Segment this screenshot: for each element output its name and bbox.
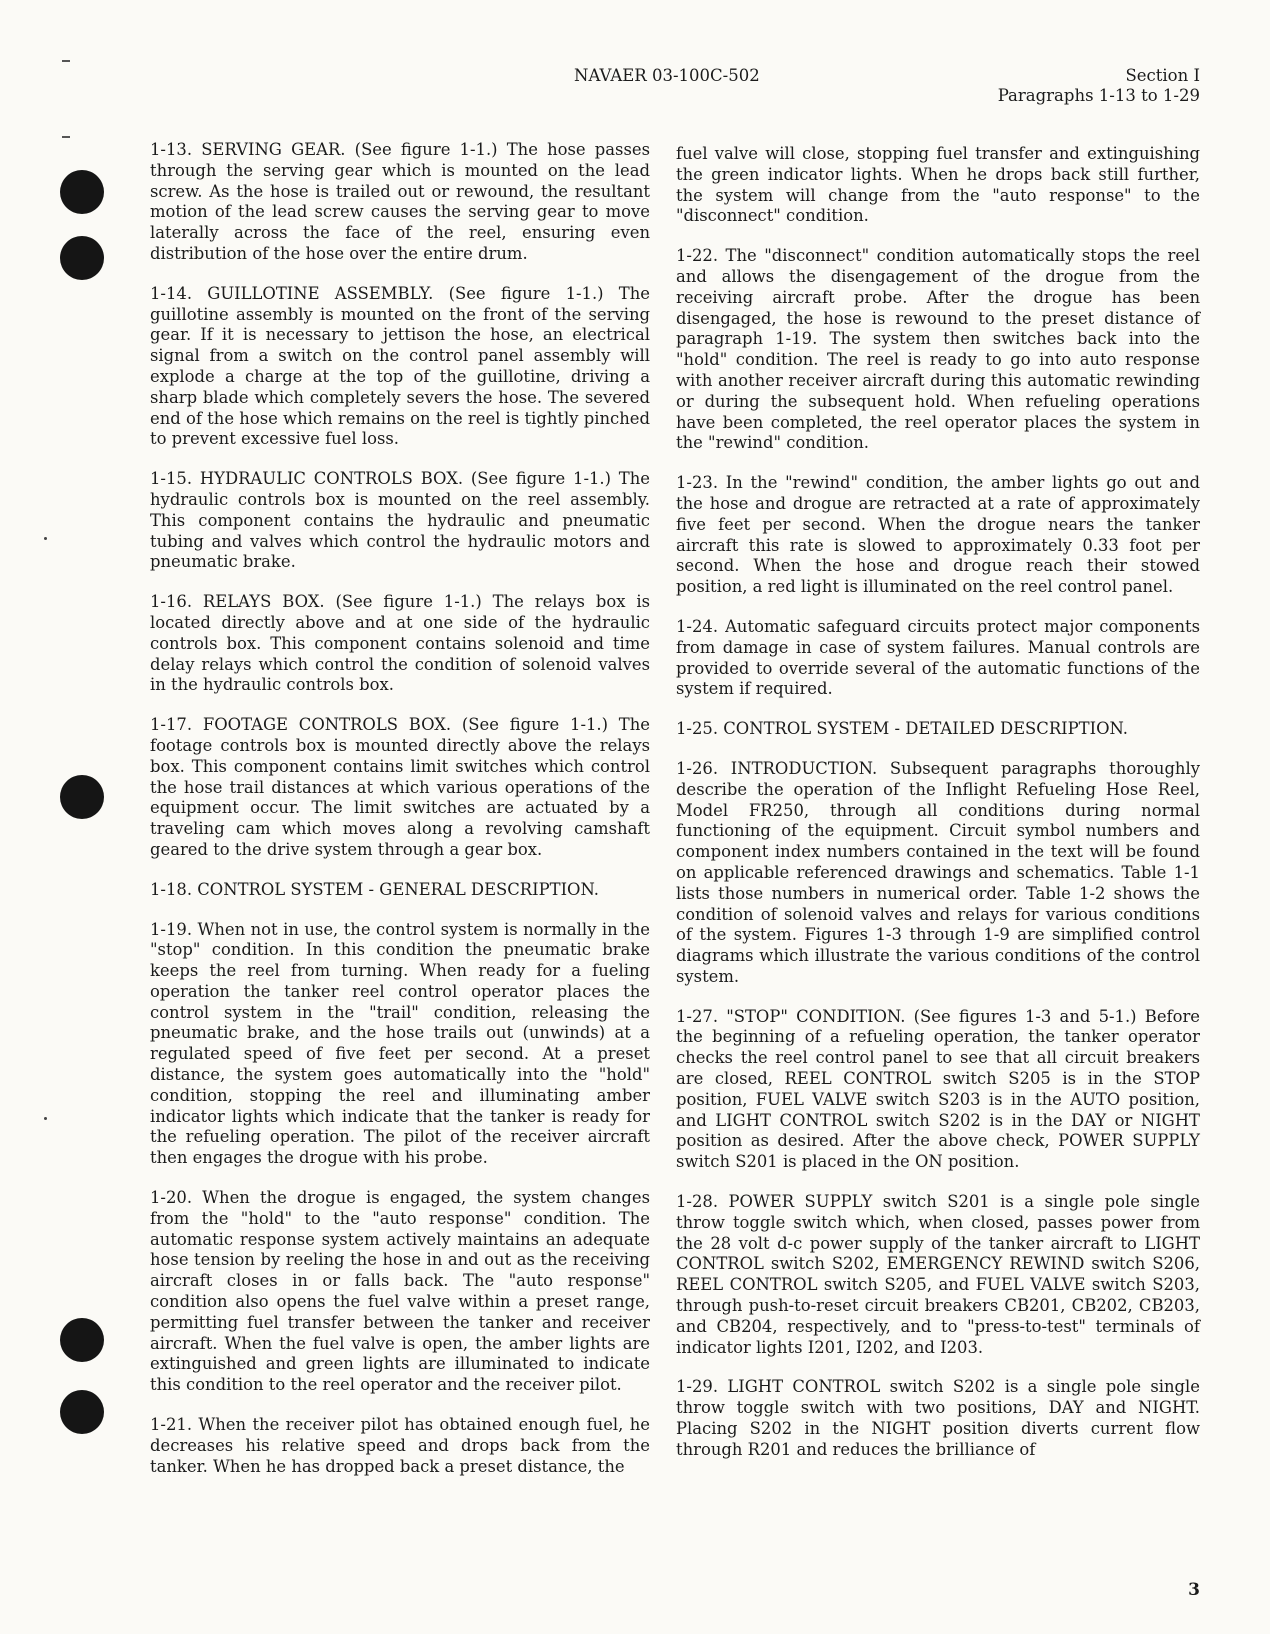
paragraph: 1-26. INTRODUCTION. Subsequent paragraphs thoroughly describe the operation of the Inflight Refueling Hose Reel, Model FR250, through all conditions during normal functioning of the equipment. Circuit symbol numbers and component index numbers contained in the text will be found on applicable referenced drawings and schematics. Table 1-1 lists those numbers in numerical order. Table 1-2 shows the condition of solenoid valves and relays for various conditions of the system. Figures 1-3 through 1-9 are simplified control diagrams which illustrate the various conditions of the control system. [676, 758, 1200, 986]
paragraph-range: Paragraphs 1-13 to 1-29 [997, 86, 1200, 105]
page-number: 3 [1188, 1580, 1200, 1600]
paragraph: 1-24. Automatic safeguard circuits protect major components from damage in case of system failures. Manual controls are provided to override several of the automatic functions of the system if required. [676, 616, 1200, 699]
paragraph-continued: fuel valve will close, stopping fuel transfer and extinguishing the green indicator lights. When he drops back still further, the system will change from the "auto response" to the "disconnect" condition. [676, 144, 1200, 226]
section-heading: 1-25. CONTROL SYSTEM - DETAILED DESCRIPTION. [676, 719, 1129, 739]
section-heading: 1-18. CONTROL SYSTEM - GENERAL DESCRIPTION. [150, 879, 599, 899]
scan-dot [44, 1117, 47, 1120]
right-column [676, 144, 1200, 1480]
scan-dot [44, 537, 47, 540]
punch-hole [60, 236, 104, 280]
paragraph: 1-22. The "disconnect" condition automatically stops the reel and allows the disengagement of the drogue from the receiving aircraft probe. After the drogue has been disengaged, the hose is rewound to the preset distance of paragraph 1-19. The system then switches back into the "hold" condition. The reel is ready to go into auto response with another receiver aircraft during this automatic rewinding or during the subsequent hold. When refueling operations have been completed, the reel operator places the system in the "rewind" condition. [676, 246, 1200, 453]
document-number: NAVAER 03-100C-502 [574, 66, 760, 85]
paragraph: 1-13. SERVING GEAR. (See figure 1-1.) The hose passes through the serving gear which is mounted on the lead screw. As the hose is trailed out or rewound, the resultant motion of the lead screw causes the serving gear to move laterally across the face of the reel, ensuring even distribution of the hose over the entire drum. [150, 140, 650, 263]
punch-hole [60, 170, 104, 214]
scan-mark [62, 136, 70, 138]
paragraph: 1-21. When the receiver pilot has obtained enough fuel, he decreases his relative speed and drops back from the tanker. When he has dropped back a preset distance, the [150, 1415, 650, 1476]
paragraph: 1-29. LIGHT CONTROL switch S202 is a single pole single throw toggle switch with two positions, DAY and NIGHT. Placing S202 in the NIGHT position diverts current flow through R201 and reduces the brilliance of [676, 1377, 1200, 1459]
paragraph: 1-23. In the "rewind" condition, the amber lights go out and the hose and drogue are retracted at a rate of approximately five feet per second. When the drogue nears the tanker aircraft this rate is slowed to approximately 0.33 foot per second. When the hose and drogue reach their stowed position, a red light is illuminated on the reel control panel. [676, 473, 1200, 597]
paragraph: 1-14. GUILLOTINE ASSEMBLY. (See figure 1-1.) The guillotine assembly is mounted on the front of the serving gear. If it is necessary to jettison the hose, an electrical signal from a switch on the control panel assembly will explode a charge at the top of the guillotine, driving a sharp blade which completely severs the hose. The severed end of the hose which remains on the reel is tightly pinched to prevent excessive fuel loss. [150, 283, 650, 449]
paragraph: 1-20. When the drogue is engaged, the system changes from the "hold" to the "auto response" condition. The automatic response system actively maintains an adequate hose tension by reeling the hose in and out as the receiving aircraft closes in or falls back. The "auto response" condition also opens the fuel valve within a preset range, permitting fuel transfer between the tanker and receiver aircraft. When the fuel valve is open, the amber lights are extinguished and green lights are illuminated to indicate this condition to the reel operator and the receiver pilot. [150, 1188, 650, 1395]
section-header [998, 66, 1200, 106]
paragraph: 1-16. RELAYS BOX. (See figure 1-1.) The relays box is located directly above and at one side of the hydraulic controls box. This component contains solenoid and time delay relays which control the condition of solenoid valves in the hydraulic controls box. [150, 592, 650, 695]
section-label: Section I [1125, 66, 1200, 85]
paragraph: 1-28. POWER SUPPLY switch S201 is a single pole single throw toggle switch which, when closed, passes power from the 28 volt d-c power supply of the tanker aircraft to LIGHT CONTROL switch S202, EMERGENCY REWIND switch S206, REEL CONTROL switch S205, and FUEL VALVE switch S203, through push-to-reset circuit breakers CB201, CB202, CB203, and CB204, respectively, and to "press-to-test" terminals of indicator lights I201, I202, and I203. [676, 1192, 1200, 1357]
punch-hole [60, 1390, 104, 1434]
scan-mark [62, 60, 70, 62]
punch-hole [60, 1318, 104, 1362]
paragraph: 1-17. FOOTAGE CONTROLS BOX. (See figure 1-1.) The footage controls box is mounted directly above the relays box. This component contains limit switches which control the hose trail distances at which various operations of the equipment occur. The limit switches are actuated by a traveling cam which moves along a revolving camshaft geared to the drive system through a gear box. [150, 715, 650, 859]
punch-hole [60, 775, 104, 819]
paragraph: 1-27. "STOP" CONDITION. (See figures 1-3 and 5-1.) Before the beginning of a refueling operation, the tanker operator checks the reel control panel to see that all circuit breakers are closed, REEL CONTROL switch S205 is in the STOP position, FUEL VALVE switch S203 is in the AUTO position, and LIGHT CONTROL switch S202 is in the DAY or NIGHT position as desired. After the above check, POWER SUPPLY switch S201 is placed in the ON position. [676, 1006, 1200, 1172]
paragraph: 1-19. When not in use, the control system is normally in the "stop" condition. In this condition the pneumatic brake keeps the reel from turning. When ready for a fueling operation the tanker reel control operator places the control system in the "trail" condition, releasing the pneumatic brake, and the hose trails out (unwinds) at a regulated speed of five feet per second. At a preset distance, the system goes automatically into the "hold" condition, stopping the reel and illuminating amber indicator lights which indicate that the tanker is ready for the refueling operation. The pilot of the receiver aircraft then engages the drogue with his probe. [150, 919, 650, 1168]
left-column [150, 140, 650, 1496]
paragraph: 1-15. HYDRAULIC CONTROLS BOX. (See figure 1-1.) The hydraulic controls box is mounted on the reel assembly. This component contains the hydraulic and pneumatic tubing and valves which control the hydraulic motors and pneumatic brake. [150, 469, 650, 572]
